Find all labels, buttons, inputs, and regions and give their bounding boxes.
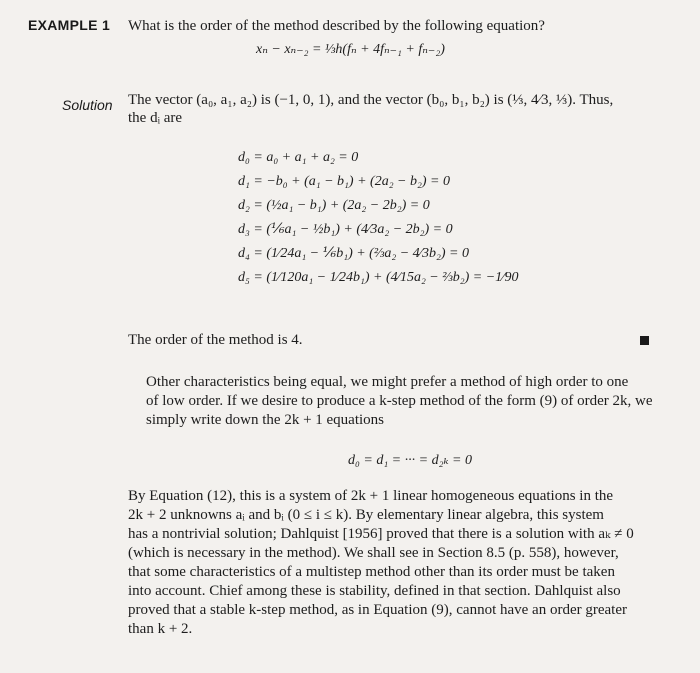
paragraph-2-line: into account. Chief among these is stability, defined in that section. Dahlquist also bbox=[128, 583, 621, 599]
paragraph-1-line: of low order. If we desire to produce a k-step method of the form (9) of order 2k, we bbox=[146, 393, 653, 409]
end-of-proof-square-icon bbox=[640, 336, 649, 345]
paragraph-2-line: proved that a stable k-step method, as in Equation (9), cannot have an order greater bbox=[128, 602, 627, 618]
main-equation: xₙ − xₙ₋₂ = ⅓h(fₙ + 4fₙ₋₁ + fₙ₋₂) bbox=[256, 42, 445, 57]
solution-line-2: the dᵢ are bbox=[128, 110, 183, 126]
solution-line-1: The vector (a₀, a₁, a₂) is (−1, 0, 1), and the vector (b₀, b₁, b₂) is (⅓, 4⁄3, ⅓). Thus, bbox=[128, 92, 614, 108]
paragraph-2-line: that some characteristics of a multistep method other than its order must be taken bbox=[128, 564, 615, 580]
paragraph-1-line: Other characteristics being equal, we might prefer a method of high order to one bbox=[146, 374, 629, 390]
equation-d5: d₅ = (1⁄120a₁ − 1⁄24b₁) + (4⁄15a₂ − ⅔b₂) = −1⁄90 bbox=[238, 270, 519, 285]
paragraph-1-line: simply write down the 2k + 1 equations bbox=[146, 412, 385, 428]
paragraph-2-line: has a nontrivial solution; Dahlquist [1956] proved that there is a solution with aₖ ≠ 0 bbox=[128, 526, 634, 542]
order-statement: The order of the method is 4. bbox=[128, 332, 303, 348]
paragraph-2-line: By Equation (12), this is a system of 2k + 1 linear homogeneous equations in the bbox=[128, 488, 614, 504]
equation-d1: d₁ = −b₀ + (a₁ − b₁) + (2a₂ − b₂) = 0 bbox=[238, 174, 450, 189]
paragraph-2-line: (which is necessary in the method). We shall see in Section 8.5 (p. 558), however, bbox=[128, 545, 619, 561]
equation-d0: d₀ = a₀ + a₁ + a₂ = 0 bbox=[238, 150, 359, 165]
example-question: What is the order of the method described by the following equation? bbox=[128, 18, 545, 34]
paragraph-2-line: than k + 2. bbox=[128, 621, 193, 637]
equation-d3: d₃ = (⅙a₁ − ½b₁) + (4⁄3a₂ − 2b₂) = 0 bbox=[238, 222, 453, 237]
paragraph-2 bbox=[128, 487, 663, 639]
display-equation-d: d₀ = d₁ = ··· = d₂ₖ = 0 bbox=[348, 453, 472, 468]
d-equations bbox=[238, 146, 519, 290]
solution-label: Solution bbox=[62, 97, 113, 113]
equation-d2: d₂ = (½a₁ − b₁) + (2a₂ − 2b₂) = 0 bbox=[238, 198, 430, 213]
equation-d4: d₄ = (1⁄24a₁ − ⅙b₁) + (⅔a₂ − 4⁄3b₂) = 0 bbox=[238, 246, 469, 261]
example-label: EXAMPLE 1 bbox=[28, 17, 111, 33]
paragraph-2-line: 2k + 2 unknowns aᵢ and bᵢ (0 ≤ i ≤ k). By elementary linear algebra, this system bbox=[128, 507, 604, 523]
paragraph-1 bbox=[128, 373, 663, 430]
